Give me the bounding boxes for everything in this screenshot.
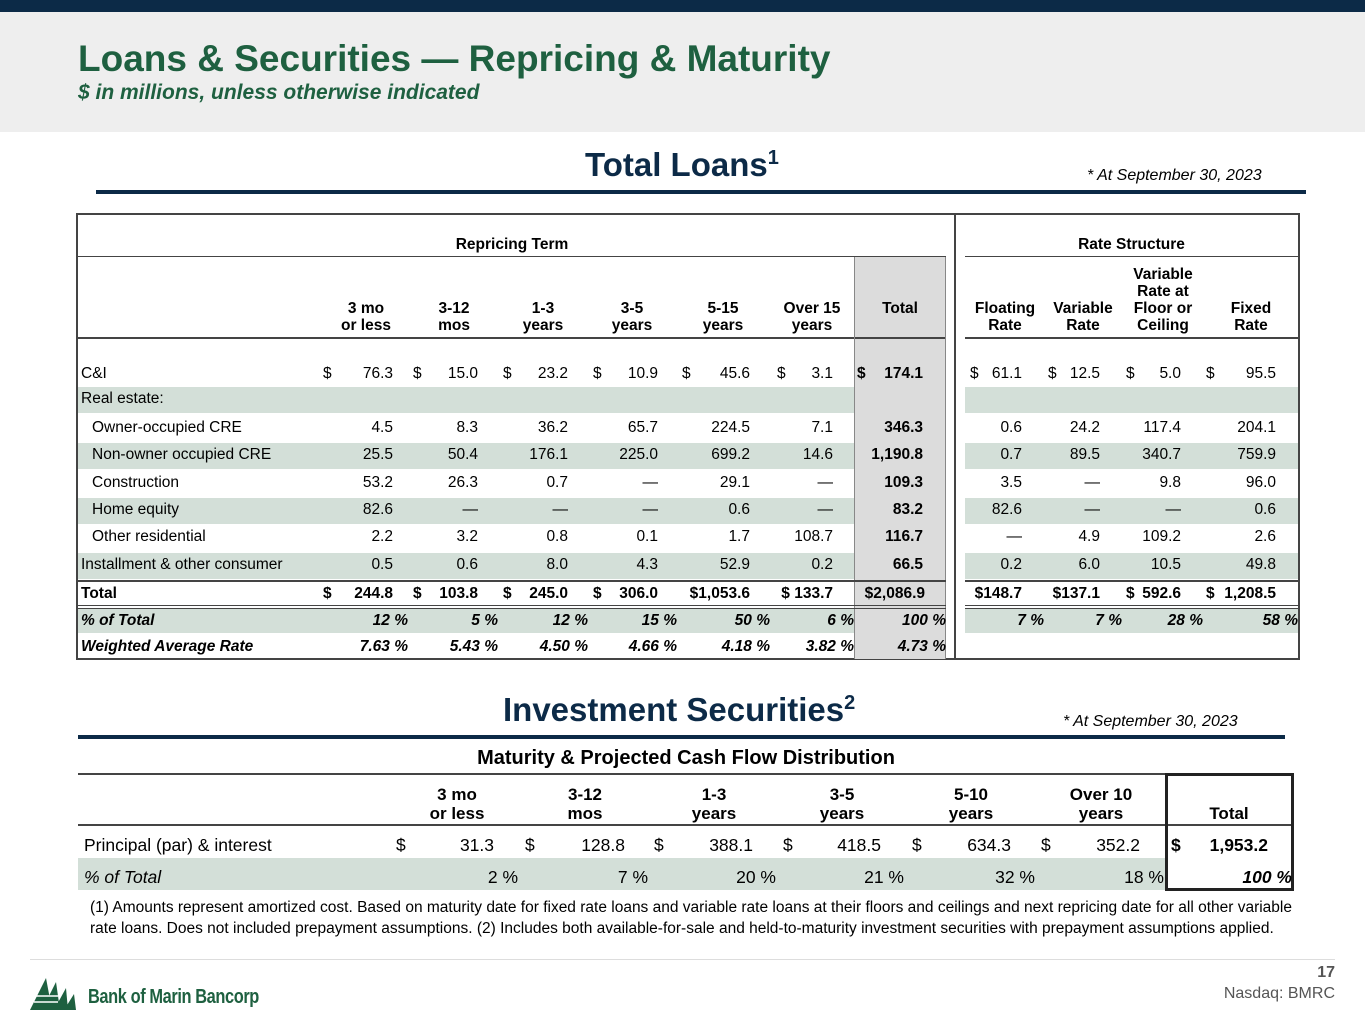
rate-cell-value: 5.0 <box>1159 365 1181 382</box>
securities-column-header-line1: Over 10 <box>1069 785 1133 804</box>
currency-sign: $ <box>1126 365 1135 382</box>
pct-value: 100 % <box>902 612 946 629</box>
rate-column-header-line: Rate <box>1066 317 1100 334</box>
cell-value: 0.5 <box>371 556 393 573</box>
rate-cell-value: 24.2 <box>1069 419 1100 436</box>
principal-value: 31.3 <box>459 835 494 855</box>
securities-column-header <box>654 785 774 823</box>
row-label: Construction <box>92 474 180 491</box>
principal-value: 418.5 <box>837 835 881 855</box>
loans-section-title: Total Loans$^1$ <box>585 146 779 183</box>
pct-value: 50 % <box>734 612 770 629</box>
principal-value: 388.1 <box>709 835 753 855</box>
war-value: 4.18 % <box>721 638 770 655</box>
securities-column-header <box>782 785 902 823</box>
rate-cell-value: 96.0 <box>1245 474 1276 491</box>
cell-value: 66.5 <box>892 556 923 573</box>
securities-column-header-line1: 5-10 <box>953 785 989 804</box>
securities-column-header-line2: mos <box>567 804 603 823</box>
bank-logo-icon <box>28 972 88 1012</box>
securities-pct-label: % of Total <box>84 867 162 887</box>
rate-column-header-line: Rate <box>988 317 1022 334</box>
rate-cell-value: 61.1 <box>991 365 1022 382</box>
cell-value: 23.2 <box>537 365 568 382</box>
securities-column-header <box>397 785 517 823</box>
currency-sign: $ <box>777 365 786 382</box>
rate-cell-value: 4.9 <box>1078 528 1100 545</box>
group-header-rate: Rate Structure <box>1078 236 1185 253</box>
currency-sign: $ <box>682 365 691 382</box>
securities-column-header-line2: years <box>819 804 865 823</box>
cell-value: 3.1 <box>811 365 833 382</box>
rate-cell-value: 109.2 <box>1142 528 1181 545</box>
securities-pct-value: 7 % <box>617 867 648 887</box>
column-header-line1: Over 15 <box>783 300 841 317</box>
war-value: 7.63 % <box>359 638 408 655</box>
rate-cell-value: 12.5 <box>1069 365 1100 382</box>
cell-value: 4.3 <box>636 556 658 573</box>
currency-sign: $ <box>1206 585 1215 602</box>
column-header-line2: mos <box>438 317 470 334</box>
cell-value: 45.6 <box>719 365 750 382</box>
ticker: Nasdaq: BMRC <box>1223 985 1335 1002</box>
rate-cell-value: 759.9 <box>1237 446 1276 463</box>
war-label: Weighted Average Rate <box>81 638 254 655</box>
rate-cell-value: 10.5 <box>1150 556 1181 573</box>
cell-value: 8.0 <box>546 556 568 573</box>
war-value: 4.50 % <box>539 638 588 655</box>
cell-value: 82.6 <box>362 501 393 518</box>
row-label: Real estate: <box>81 390 164 407</box>
currency-sign: $ <box>396 835 406 855</box>
row-label: Home equity <box>92 501 180 518</box>
currency-sign: $ <box>654 835 664 855</box>
rate-cell-value: 0.6 <box>1254 501 1276 518</box>
cell-value: 26.3 <box>447 474 478 491</box>
rate-column-header-line: Rate <box>1234 317 1268 334</box>
cell-value: 14.6 <box>802 446 833 463</box>
war-value: 3.82 % <box>805 638 854 655</box>
securities-section-title: Investment Securities$^2$ <box>503 691 856 728</box>
total-value: $ 133.7 <box>781 585 833 602</box>
brand-name: Bank of Marin Bancorp <box>88 986 259 1008</box>
rate-column-header-line: Floor or <box>1133 300 1193 317</box>
cell-value: — <box>817 474 833 491</box>
rate-column-header-line: Ceiling <box>1137 317 1189 334</box>
currency-sign: $ <box>912 835 922 855</box>
page-title: Loans & Securities — Repricing & Maturity <box>78 38 831 79</box>
cell-value: 346.3 <box>884 419 923 436</box>
rate-cell-value: 49.8 <box>1245 556 1276 573</box>
cell-value: 0.8 <box>546 528 568 545</box>
cell-value: 225.0 <box>619 446 658 463</box>
securities-column-header-line1: 3-5 <box>829 785 855 804</box>
currency-sign: $ <box>413 585 422 602</box>
loans-as-of: * At September 30, 2023 <box>1087 167 1262 184</box>
securities-pct-value: 20 % <box>736 867 776 887</box>
rate-cell-value: — <box>1006 528 1022 545</box>
securities-header-top-line <box>78 773 1294 775</box>
cell-value: 50.4 <box>447 446 478 463</box>
column-header-line2: years <box>611 317 653 334</box>
cell-value: — <box>462 501 478 518</box>
rate-total-value: 1,208.5 <box>1224 585 1276 602</box>
securities-as-of: * At September 30, 2023 <box>1063 713 1238 730</box>
securities-column-header <box>1169 785 1289 823</box>
principal-label: Principal (par) & interest <box>84 835 272 855</box>
currency-sign: $ <box>593 585 602 602</box>
securities-column-header <box>911 785 1031 823</box>
securities-header-bottom-line <box>78 824 1294 826</box>
currency-sign: $ <box>1041 835 1051 855</box>
total-value: 103.8 <box>439 585 478 602</box>
rate-column-header-line: Variable <box>1133 266 1193 283</box>
currency-sign: $ <box>503 585 512 602</box>
currency-sign: $ <box>323 585 332 602</box>
principal-value: 634.3 <box>967 835 1011 855</box>
war-value: 4.73 % <box>897 638 946 655</box>
currency-sign: $ <box>1206 365 1215 382</box>
cell-value: 15.0 <box>447 365 478 382</box>
cell-value: 109.3 <box>884 474 923 491</box>
total-value: $1,053.6 <box>689 585 750 602</box>
rate-column-header-line: Floating <box>974 300 1036 317</box>
rate-cell-value: 6.0 <box>1078 556 1100 573</box>
pct-value: 6 % <box>827 612 854 629</box>
securities-column-header-line1: 3-12 <box>567 785 603 804</box>
footer-divider <box>30 959 1335 960</box>
rate-cell-value: — <box>1084 474 1100 491</box>
securities-pct-value: 2 % <box>487 867 518 887</box>
cell-value: 0.1 <box>636 528 658 545</box>
rate-pct-value: 7 % <box>1095 612 1122 629</box>
row-label: Owner-occupied CRE <box>92 419 242 436</box>
securities-column-header <box>525 785 645 823</box>
cell-value: 8.3 <box>456 419 478 436</box>
currency-sign: $ <box>970 365 979 382</box>
row-label: Non-owner occupied CRE <box>92 446 272 463</box>
cell-value: 76.3 <box>362 365 393 382</box>
securities-pct-value: 21 % <box>864 867 904 887</box>
rate-cell-value: 0.6 <box>1000 419 1022 436</box>
war-value: 5.43 % <box>449 638 498 655</box>
currency-sign: $ <box>525 835 535 855</box>
cell-value: — <box>817 501 833 518</box>
securities-subtitle: Maturity & Projected Cash Flow Distribution <box>477 747 895 769</box>
currency-sign: $ <box>1126 585 1135 602</box>
principal-value: 128.8 <box>581 835 625 855</box>
securities-column-header-line1: 1-3 <box>701 785 727 804</box>
total-value: 306.0 <box>619 585 658 602</box>
rate-cell-value: 117.4 <box>1143 419 1181 436</box>
pct-label: % of Total <box>81 612 155 629</box>
principal-value: 1,953.2 <box>1209 835 1268 855</box>
total-label: Total <box>81 585 117 602</box>
rate-total-value: $148.7 <box>974 585 1022 602</box>
column-header-line1: 5-15 <box>707 300 739 317</box>
column-header-line1: 3-12 <box>438 300 470 317</box>
rate-cell-value: 0.7 <box>1000 446 1022 463</box>
page-number: 17 <box>1317 964 1335 981</box>
pct-value: 15 % <box>641 612 677 629</box>
currency-sign: $ <box>323 365 332 382</box>
cell-value: 25.5 <box>362 446 393 463</box>
cell-value: 4.5 <box>371 419 393 436</box>
row-label: Installment & other consumer <box>81 556 283 573</box>
securities-column-header-line2: Total <box>1209 804 1249 823</box>
rate-column-header-line: Variable <box>1053 300 1113 317</box>
pct-value: 12 % <box>372 612 408 629</box>
rate-total-value: $137.1 <box>1052 585 1100 602</box>
column-header-line2: years <box>702 317 744 334</box>
principal-value: 352.2 <box>1096 835 1140 855</box>
securities-column-header-line2: years <box>1078 804 1124 823</box>
currency-sign: $ <box>503 365 512 382</box>
war-value: 4.66 % <box>628 638 677 655</box>
cell-value: 0.2 <box>811 556 833 573</box>
rate-pct-value: 7 % <box>1017 612 1044 629</box>
pct-value: 12 % <box>552 612 588 629</box>
column-header-line2: or less <box>341 317 391 334</box>
securities-column-header-line2: years <box>691 804 737 823</box>
currency-sign: $ <box>857 365 866 382</box>
cell-value: — <box>552 501 568 518</box>
rate-cell-value: 82.6 <box>991 501 1022 518</box>
securities-pct-value: 18 % <box>1124 867 1164 887</box>
cell-value: 29.1 <box>719 474 750 491</box>
column-header-line1: 1-3 <box>531 300 555 317</box>
cell-value: 53.2 <box>362 474 393 491</box>
securities-column-header-line1 <box>1169 785 1289 804</box>
column-header-line2: years <box>791 317 833 334</box>
currency-sign: $ <box>413 365 422 382</box>
row-label: Other residential <box>92 528 206 545</box>
cell-value: 1,190.8 <box>871 446 923 463</box>
pct-value: 5 % <box>471 612 498 629</box>
total-value: 245.0 <box>529 585 568 602</box>
total-value: 244.8 <box>354 585 393 602</box>
rate-cell-value: 340.7 <box>1142 446 1181 463</box>
cell-value: 52.9 <box>719 556 750 573</box>
rate-column-header-line: Rate at <box>1137 283 1189 300</box>
column-header-line1: 3-5 <box>620 300 644 317</box>
cell-value: 83.2 <box>892 501 923 518</box>
row-label: C&I <box>81 365 107 382</box>
rate-cell-value: 0.2 <box>1000 556 1022 573</box>
cell-value: 0.7 <box>546 474 568 491</box>
rate-cell-value: 204.1 <box>1237 419 1276 436</box>
securities-pct-value: 32 % <box>995 867 1035 887</box>
cell-value: 174.1 <box>884 365 923 382</box>
cell-value: 699.2 <box>711 446 750 463</box>
column-header-line2: years <box>522 317 564 334</box>
currency-sign: $ <box>593 365 602 382</box>
securities-column-header <box>1041 785 1161 823</box>
securities-column-header-line1: 3 mo <box>437 785 477 804</box>
rate-cell-value: 3.5 <box>1000 474 1022 491</box>
rate-cell-value: 9.8 <box>1159 474 1181 491</box>
rate-column-header-line: Fixed <box>1230 300 1272 317</box>
cell-value: 224.5 <box>711 419 750 436</box>
cell-value: — <box>642 474 658 491</box>
cell-value: 7.1 <box>811 419 833 436</box>
rate-total-value: 592.6 <box>1142 585 1181 602</box>
rate-cell-value: — <box>1084 501 1100 518</box>
securities-pct-value: 100 % <box>1242 867 1292 887</box>
currency-sign: $ <box>1171 835 1181 855</box>
cell-value: 2.2 <box>371 528 393 545</box>
cell-value: 0.6 <box>456 556 478 573</box>
cell-value: 1.7 <box>728 528 750 545</box>
currency-sign: $ <box>1048 365 1057 382</box>
securities-column-header-line2: or less <box>429 804 485 823</box>
group-header-repricing: Repricing Term <box>455 236 569 253</box>
rate-pct-value: 58 % <box>1262 612 1298 629</box>
cell-value: 0.6 <box>728 501 750 518</box>
cell-value: — <box>642 501 658 518</box>
cell-value: 65.7 <box>627 419 658 436</box>
cell-value: 36.2 <box>537 419 568 436</box>
rate-cell-value: 2.6 <box>1254 528 1276 545</box>
cell-value: 3.2 <box>456 528 478 545</box>
rate-pct-value: 28 % <box>1167 612 1203 629</box>
cell-value: 116.7 <box>885 528 923 545</box>
cell-value: 10.9 <box>627 365 658 382</box>
column-header-line1: 3 mo <box>347 300 385 317</box>
rate-cell-value: 95.5 <box>1245 365 1276 382</box>
cell-value: 176.1 <box>529 446 568 463</box>
securities-column-header-line2: years <box>948 804 994 823</box>
column-header-line2: Total <box>882 300 918 317</box>
page-subtitle: $ in millions, unless otherwise indicated <box>78 81 480 104</box>
currency-sign: $ <box>783 835 793 855</box>
rate-cell-value: — <box>1165 501 1181 518</box>
rate-cell-value: 89.5 <box>1069 446 1100 463</box>
total-value: $2,086.9 <box>864 585 925 602</box>
cell-value: 108.7 <box>794 528 833 545</box>
footnote: (1) Amounts represent amortized cost. Based on maturity date for fixed rate loans and variable rate loans at their floors and ceilings and next repricing date for all other variable rate loans. Does not included prepayment assumptions. (2) Includes both available-for-sale and held-to-maturity investment securities with prepayment assumptions applied. <box>90 899 1292 937</box>
